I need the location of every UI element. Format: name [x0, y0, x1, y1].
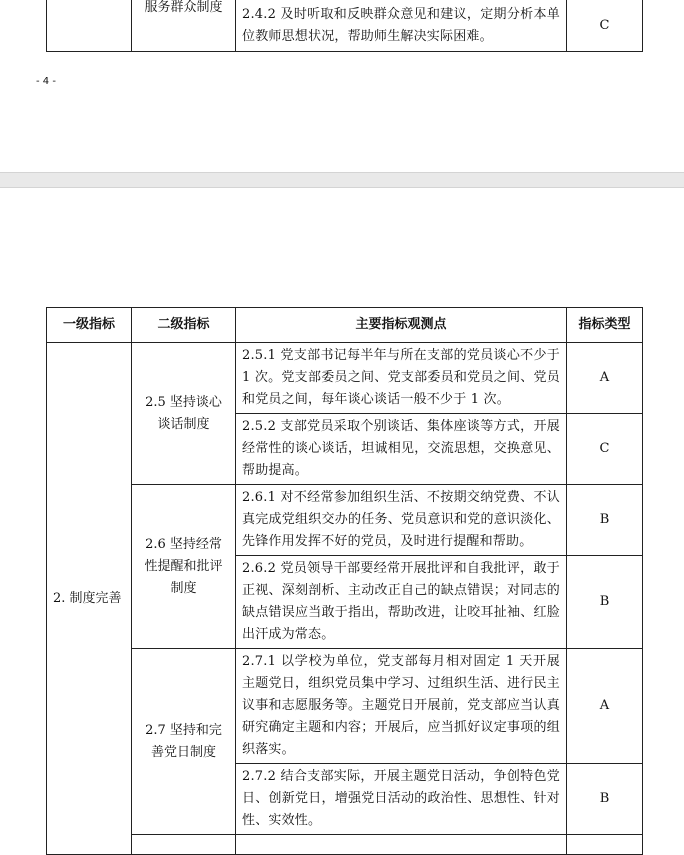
- page-separator: [0, 172, 684, 188]
- type-cell: A: [567, 343, 643, 414]
- level2-cell: 2.7 坚持和完善党日制度: [132, 649, 236, 835]
- observation-cell: 2.5.2 支部党员采取个别谈话、集体座谈等方式，开展经常性的谈心谈话，坦诚相见，交流思想，交换意见、帮助提高。: [236, 414, 567, 485]
- header-level2: 二级指标: [132, 308, 236, 343]
- current-page: [0, 188, 684, 828]
- indicator-table: [46, 307, 643, 855]
- level2-cell: 2.6 坚持经常性提醒和批评制度: [132, 485, 236, 649]
- type-cell: C: [567, 0, 643, 52]
- type-cell: [567, 835, 643, 855]
- level2-cell: 2.5 坚持谈心谈话制度: [132, 343, 236, 485]
- observation-cell: 2.6.2 党员领导干部要经常开展批评和自我批评，敢于正视、深刻剖析、主动改正自己的缺点错误；对同志的缺点错误应当敢于指出，帮助改进，让咬耳扯袖、红脸出汗成为常态。: [236, 556, 567, 649]
- page-number: - 4 -: [36, 76, 56, 87]
- level2-cell: 服务群众制度: [132, 0, 236, 52]
- type-cell: C: [567, 414, 643, 485]
- observation-cell: 2.5.1 党支部书记每半年与所在支部的党员谈心不少于 1 次。党支部委员之间、党支部委员和党员之间、党员和党员之间，每年谈心谈话一般不少于 1 次。: [236, 343, 567, 414]
- level1-cell: [47, 0, 132, 52]
- type-cell: A: [567, 649, 643, 764]
- observation-cell: 2.6.1 对不经常参加组织生活、不按期交纳党费、不认真完成党组织交办的任务、党员意识和党的意识淡化、先锋作用发挥不好的党员，及时进行提醒和帮助。: [236, 485, 567, 556]
- header-type: 指标类型: [567, 308, 643, 343]
- observation-cell: 2.4.2 及时听取和反映群众意见和建议，定期分析本单位教师思想状况，帮助师生解决实际困难。: [236, 0, 567, 52]
- level1-cell: 2. 制度完善: [47, 343, 132, 855]
- header-level1: 一级指标: [47, 308, 132, 343]
- type-cell: B: [567, 485, 643, 556]
- previous-page: [0, 0, 684, 172]
- previous-page-table: [46, 0, 643, 52]
- observation-cell: [236, 835, 567, 855]
- type-cell: B: [567, 764, 643, 835]
- observation-cell: 2.7.1 以学校为单位，党支部每月相对固定 1 天开展主题党日，组织党员集中学习、过组织生活、进行民主议事和志愿服务等。主题党日开展前，党支部应当认真研究确定主题和内容；开展后，应当抓好议定事项的组织落实。: [236, 649, 567, 764]
- observation-cell: 2.7.2 结合支部实际，开展主题党日活动，争创特色党日、创新党日，增强党日活动的政治性、思想性、针对性、实效性。: [236, 764, 567, 835]
- level2-cell: [132, 835, 236, 855]
- type-cell: B: [567, 556, 643, 649]
- header-observation: 主要指标观测点: [236, 308, 567, 343]
